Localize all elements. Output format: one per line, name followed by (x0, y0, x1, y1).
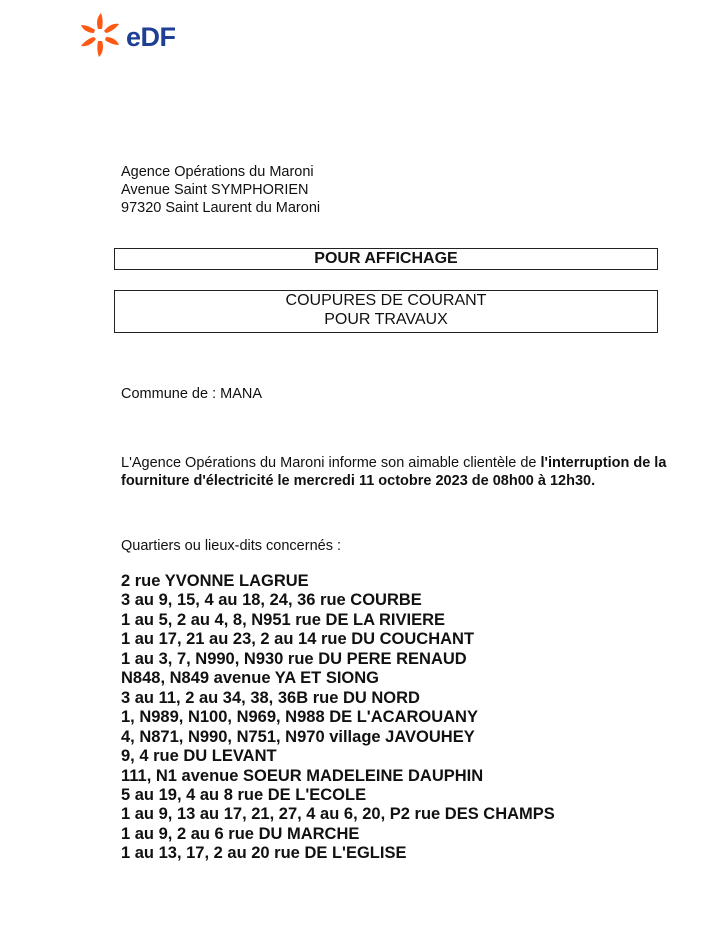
street-list (121, 572, 555, 864)
notice-paragraph (121, 454, 711, 490)
agency-address (121, 163, 320, 217)
street-item: 2 rue YVONNE LAGRUE (121, 572, 309, 590)
street-item: 9, 4 rue DU LEVANT (121, 747, 277, 766)
coupures-title-line: COUPURES DE COURANT (285, 292, 487, 309)
street-item: 1 au 13, 17, 2 au 20 rue DE L'EGLISE (121, 844, 407, 863)
edf-sun-logo-icon (76, 12, 124, 58)
street-item: 1, N989, N100, N969, N988 DE L'ACAROUANY (121, 708, 478, 727)
address-line: Avenue Saint SYMPHORIEN (121, 182, 309, 198)
street-item: 4, N871, N990, N751, N970 village JAVOUHEY (121, 727, 475, 746)
address-line: Agence Opérations du Maroni (121, 164, 314, 180)
coupures-subtitle-line: POUR TRAVAUX (324, 310, 448, 328)
street-item: 111, N1 avenue SOEUR MADELEINE DAUPHIN (121, 766, 484, 785)
commune-label: Commune de : MANA (121, 386, 263, 402)
street-item: 3 au 11, 2 au 34, 38, 36B rue DU NORD (121, 688, 420, 707)
notice-bold: l'interruption de la fourniture d'électricité le mercredi 11 octobre 2023 de 08h00 à 12h30. (121, 455, 667, 489)
edf-logo-text: eDF (126, 21, 176, 52)
pour-affichage-box (114, 248, 658, 270)
street-item: 1 au 3, 7, N990, N930 rue DU PERE RENAUD (121, 649, 467, 668)
pour-affichage-label: POUR AFFICHAGE (314, 250, 458, 267)
coupures-title-box (114, 290, 658, 333)
street-item: 1 au 9, 2 au 6 rue DU MARCHE (121, 824, 360, 843)
street-item: 1 au 5, 2 au 4, 8, N951 rue DE LA RIVIERE (121, 610, 446, 629)
quartiers-label: Quartiers ou lieux-dits concernés : (121, 538, 342, 554)
street-item: N848, N849 avenue YA ET SIONG (121, 669, 380, 688)
street-item: 5 au 19, 4 au 8 rue DE L'ECOLE (121, 785, 367, 804)
address-line: 97320 Saint Laurent du Maroni (121, 200, 321, 216)
edf-logo (76, 12, 176, 58)
street-item: 1 au 9, 13 au 17, 21, 27, 4 au 6, 20, P2 rue DES CHAMPS (121, 805, 555, 824)
notice-intro: L'Agence Opérations du Maroni informe son aimable clientèle de (121, 455, 541, 471)
street-item: 3 au 9, 15, 4 au 18, 24, 36 rue COURBE (121, 591, 422, 610)
street-item: 1 au 17, 21 au 23, 2 au 14 rue DU COUCHANT (121, 630, 475, 649)
